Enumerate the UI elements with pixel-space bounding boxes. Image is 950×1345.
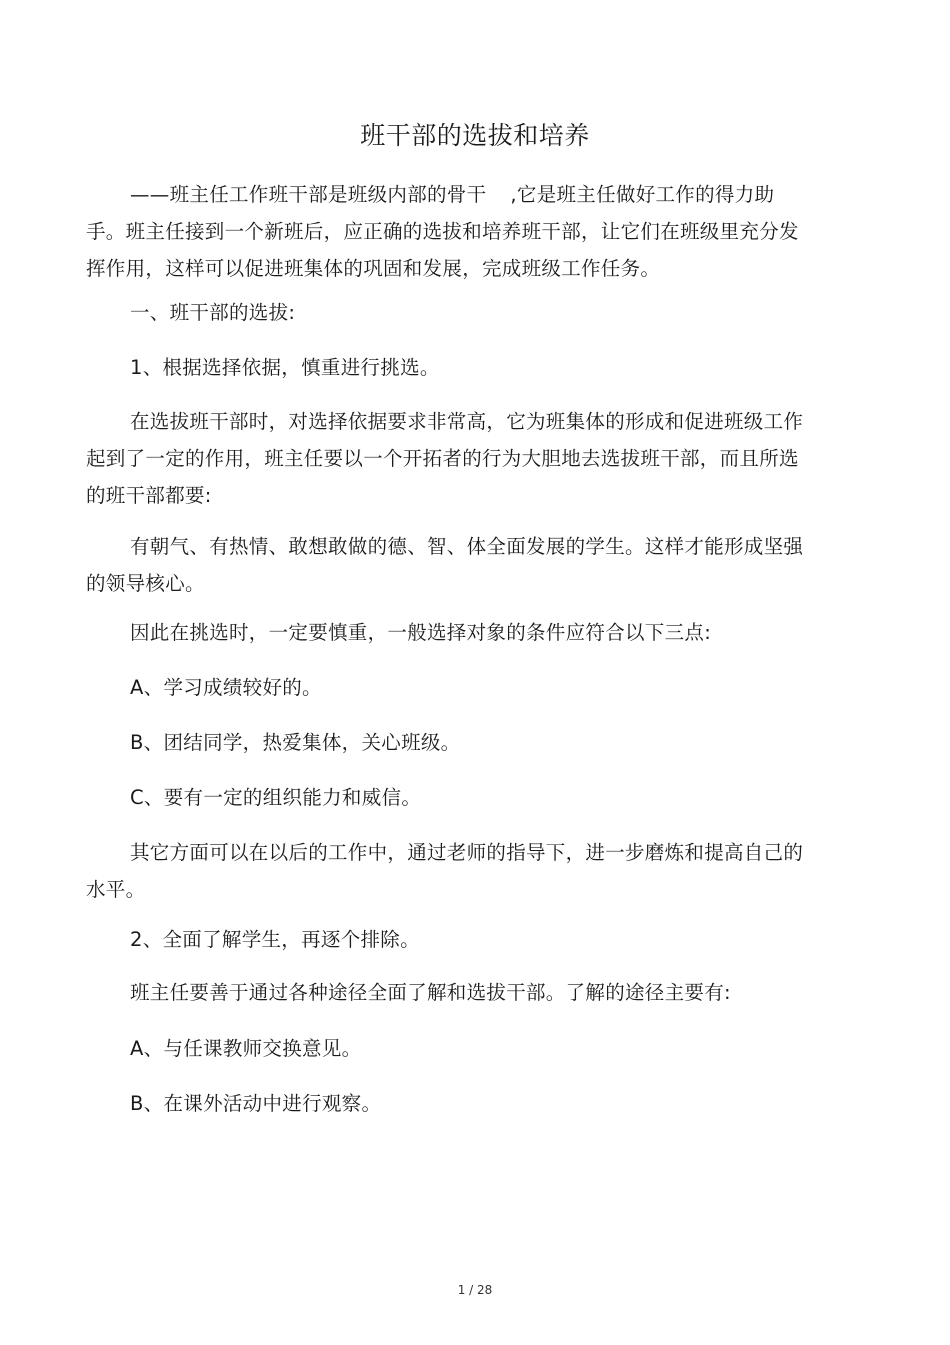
way-a: A、与任课教师交换意见。 — [130, 1037, 362, 1060]
section1-heading: 一、班干部的选拔: — [130, 301, 296, 324]
condition-c: C、要有一定的组织能力和威信。 — [130, 786, 422, 809]
intro-text-part1: ——班主任工作班干部是班级内部的骨干 — [130, 183, 487, 206]
way-b: B、在课外活动中进行观察。 — [130, 1092, 382, 1115]
understand-paragraph: 班主任要善于通过各种途径全面了解和选拔干部。了解的途径主要有: — [130, 981, 731, 1004]
intro-text-part2: ,它是班主任做好工作的得力助手。班主任接到一个新班后，应正确的选拔和培养班干部，让它们在班级里充分发挥作用，这样可以促进班集体的巩固和发展，完成班级工作任务。 — [86, 183, 799, 280]
condition-a: A、学习成绩较好的。 — [130, 676, 322, 699]
document-title: 班干部的选拔和培养 — [360, 121, 590, 150]
intro-paragraph — [86, 176, 806, 287]
other-aspects-paragraph: 其它方面可以在以后的工作中，通过老师的指导下，进一步磨炼和提高自己的水平。 — [86, 841, 804, 901]
page-indicator: 1 / 28 — [457, 1283, 493, 1297]
qualities-paragraph: 有朝气、有热情、敢想敢做的德、智、体全面发展的学生。这样才能形成坚强的领导核心。 — [86, 535, 804, 595]
item1-heading: 1、根据选择依据，慎重进行挑选。 — [130, 356, 440, 379]
conditions-paragraph: 因此在挑选时，一定要慎重，一般选择对象的条件应符合以下三点: — [130, 621, 712, 644]
item2-heading: 2、全面了解学生，再逐个排除。 — [130, 928, 420, 951]
selection-paragraph: 在选拔班干部时，对选择依据要求非常高，它为班集体的形成和促进班级工作起到了一定的作用，班主任要以一个开拓者的行为大胆地去选拔班干部，而且所选的班干部都要: — [86, 410, 804, 507]
condition-b: B、团结同学，热爱集体，关心班级。 — [130, 731, 461, 754]
